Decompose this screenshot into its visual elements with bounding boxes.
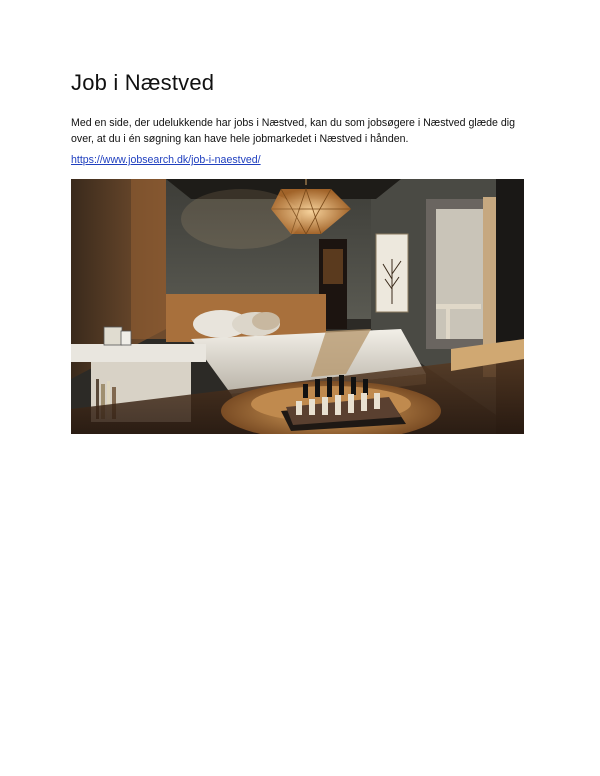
page-title: Job i Næstved [71,70,215,95]
bedroom-illustration [71,179,524,434]
intro-paragraph: Med en side, der udelukkende har jobs i Næstved, kan du som jobsøgere i Næstved glæde dig over, at du i én søgning kan have hele jobmarkedet i Næstved i hånden. [71,117,516,145]
jobsearch-link[interactable]: https://www.jobsearch.dk/job-i-naestved/ [71,154,261,166]
bedroom-photo [71,179,524,434]
